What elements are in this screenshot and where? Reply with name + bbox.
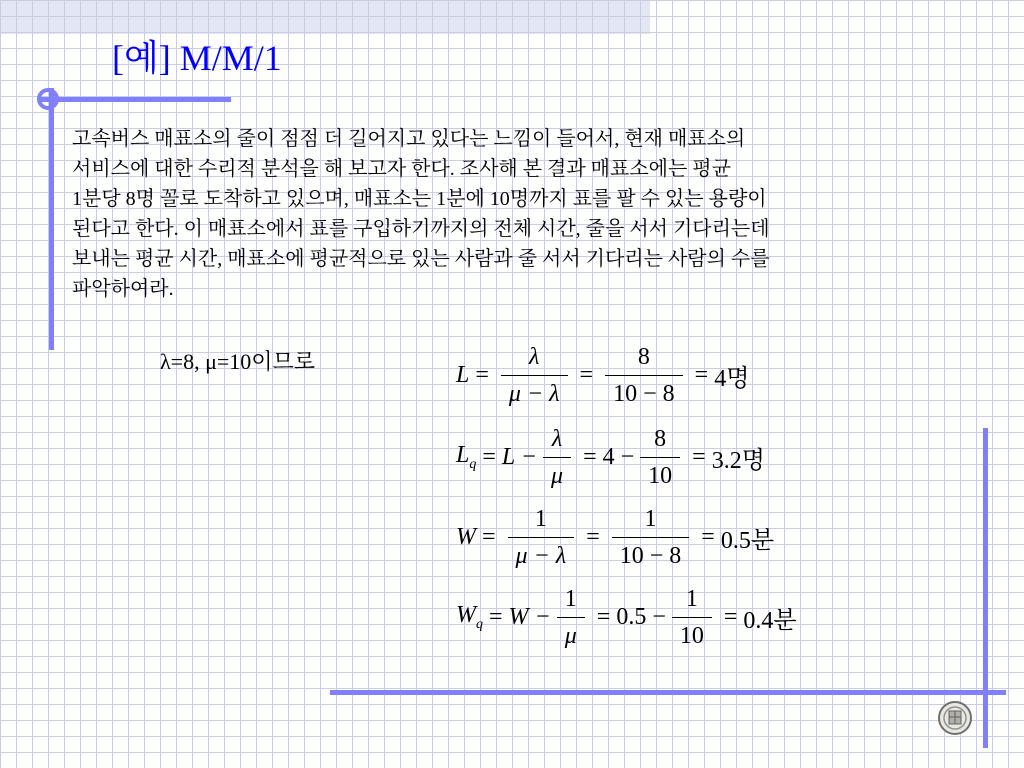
fraction xyxy=(508,504,575,571)
slide-title: [예] M/M/1 xyxy=(112,38,282,78)
lhs-symbol: W xyxy=(456,602,476,628)
formula-lhs xyxy=(456,602,483,633)
given-parameters: λ=8, μ=10이므로 xyxy=(160,349,316,374)
numerator: 1 xyxy=(685,586,698,612)
denominator: μ xyxy=(543,457,571,491)
university-seal-icon xyxy=(937,700,973,736)
lhs-subscript: q xyxy=(476,617,483,632)
formula-term: W − xyxy=(508,604,551,630)
equals-sign: = xyxy=(692,444,706,470)
formula-result: 3.2명 xyxy=(711,448,765,474)
equals-sign: = xyxy=(482,524,496,550)
fraction xyxy=(501,342,568,409)
formula-Wq xyxy=(456,584,797,651)
problem-statement xyxy=(72,124,994,304)
numerator: 8 xyxy=(654,426,667,452)
equals-sign: = xyxy=(586,524,600,550)
accent-line-bottom xyxy=(330,690,1006,695)
problem-line: 보내는 평균 시간, 매표소에 평균적으로 있는 사람과 줄 서서 기다리는 사람의 수를 xyxy=(72,248,770,270)
equals-sign: = xyxy=(482,444,496,470)
formula-Lq xyxy=(456,424,765,491)
denominator: μ xyxy=(557,617,585,651)
accent-line-right xyxy=(983,428,988,748)
formula-term: 4 − xyxy=(602,444,635,470)
problem-line: 서비스에 대한 수리적 분석을 해 보고자 한다. 조사해 본 결과 매표소에는 평균 xyxy=(72,158,731,180)
numerator: λ xyxy=(529,344,540,370)
denominator: 10 xyxy=(640,457,680,491)
equals-sign: = xyxy=(579,362,594,388)
numerator: λ xyxy=(551,426,563,452)
fraction xyxy=(543,424,571,491)
numerator: 1 xyxy=(534,506,547,532)
equals-sign: = xyxy=(694,362,709,388)
denominator: 10 xyxy=(672,617,712,651)
problem-line: 파악하여라. xyxy=(72,278,174,300)
problem-line: 고속버스 매표소의 줄이 점점 더 길어지고 있다는 느낌이 들어서, 현재 매표소의 xyxy=(72,128,746,150)
equals-sign: = xyxy=(489,604,503,630)
fraction xyxy=(557,584,585,651)
fraction xyxy=(605,342,683,409)
equals-sign: = xyxy=(583,444,597,470)
formula-lhs: L xyxy=(456,362,470,388)
denominator: μ − λ xyxy=(501,375,568,409)
header-band xyxy=(0,0,650,34)
equals-sign: = xyxy=(701,524,715,550)
numerator: 1 xyxy=(644,506,657,532)
formula-lhs: W xyxy=(456,524,476,550)
formula-lhs xyxy=(456,442,476,473)
problem-line: 1분당 8명 꼴로 도착하고 있으며, 매표소는 1분에 10명까지 표를 팔 수 있는 용량이 xyxy=(72,188,767,210)
lhs-symbol: L xyxy=(456,442,470,468)
denominator: 10 − 8 xyxy=(612,537,690,571)
formula-term: L − xyxy=(501,444,538,470)
accent-line-top xyxy=(40,97,231,102)
numerator: 1 xyxy=(564,586,577,612)
fraction xyxy=(640,424,680,491)
accent-line-left xyxy=(49,88,54,350)
fraction xyxy=(672,584,712,651)
problem-line: 된다고 한다. 이 매표소에서 표를 구입하기까지의 전체 시간, 줄을 서서 기다리는데 xyxy=(72,218,770,240)
fraction xyxy=(612,504,690,571)
formula-L xyxy=(456,342,749,409)
equals-sign: = xyxy=(596,604,611,630)
denominator: 10 − 8 xyxy=(605,375,683,409)
formula-result: 4명 xyxy=(714,366,750,392)
denominator: μ − λ xyxy=(508,537,575,571)
corner-ring-decoration xyxy=(37,88,59,110)
equals-sign: = xyxy=(475,362,489,388)
equals-sign: = xyxy=(723,604,738,630)
lhs-subscript: q xyxy=(469,457,477,472)
numerator: 8 xyxy=(637,344,650,370)
formula-term: 0.5 − xyxy=(616,604,666,630)
formula-W xyxy=(456,504,774,571)
formula-result: 0.5분 xyxy=(720,528,775,554)
formula-result: 0.4분 xyxy=(743,608,797,634)
